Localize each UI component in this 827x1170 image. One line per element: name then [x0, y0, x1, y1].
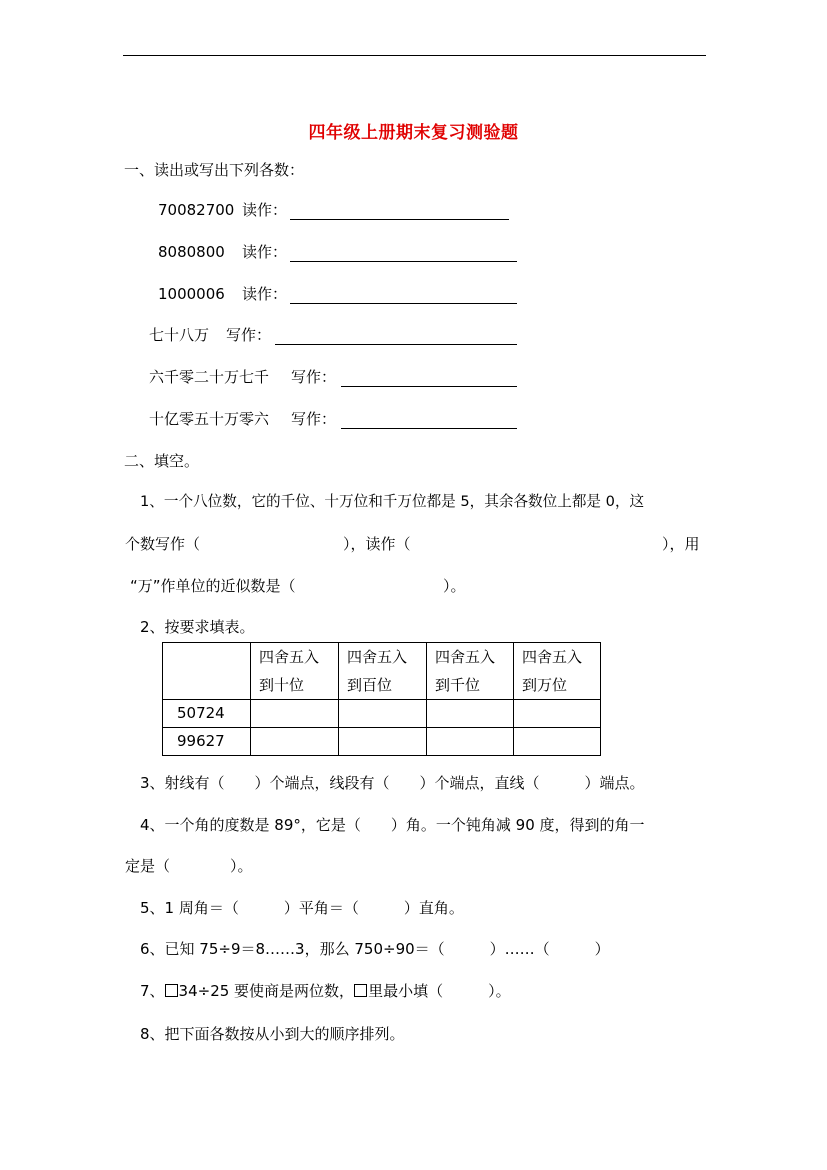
table-answer-cell[interactable] — [427, 728, 514, 756]
q1-line2-start: 个数写作（ — [125, 535, 201, 553]
item-label: 读作： — [242, 201, 288, 219]
table-header-cell — [163, 643, 251, 700]
item-label: 写作： — [226, 326, 272, 344]
answer-blank[interactable] — [341, 428, 517, 429]
q1-line2-end: ），用 — [662, 535, 700, 553]
rounding-table — [162, 642, 601, 756]
item-label: 写作： — [291, 368, 337, 386]
table-answer-cell[interactable] — [251, 700, 339, 728]
item-label: 读作： — [242, 243, 288, 261]
q1-line3-end: ）。 — [443, 577, 466, 595]
q4-line1: 4、一个角的度数是 89°，它是（ ）角。一个钝角减 90 度，得到的角一 — [140, 816, 645, 834]
answer-blank[interactable] — [290, 219, 509, 220]
q8-text: 8、把下面各数按从小到大的顺序排列。 — [140, 1025, 405, 1043]
header-rule — [123, 55, 706, 56]
section2-heading: 二、填空。 — [124, 452, 200, 470]
item-label: 写作： — [291, 410, 337, 428]
item-number: 十亿零五十万零六 — [149, 410, 270, 428]
table-answer-cell[interactable] — [427, 700, 514, 728]
answer-blank[interactable] — [290, 303, 517, 304]
q5-text: 5、1 周角＝（ ）平角＝（ ）直角。 — [140, 899, 464, 917]
item-number: 六千零二十万七千 — [149, 368, 270, 386]
empty-box-icon — [165, 984, 178, 997]
item-number: 七十八万 — [149, 326, 210, 344]
answer-blank[interactable] — [275, 344, 517, 345]
table-answer-cell[interactable] — [251, 728, 339, 756]
empty-box-icon — [354, 984, 367, 997]
table-header-cell: 四舍五入 到十位 — [251, 643, 339, 700]
answer-blank[interactable] — [341, 386, 517, 387]
table-answer-cell[interactable] — [339, 700, 427, 728]
table-row-label: 99627 — [163, 728, 251, 756]
q1-line2-mid: ），读作（ — [343, 535, 411, 553]
table-answer-cell[interactable] — [514, 728, 601, 756]
q7-part1: 34÷25 要使商是两位数， — [178, 982, 355, 1000]
table-header-cell: 四舍五入 到万位 — [514, 643, 601, 700]
item-number: 8080800 — [158, 243, 225, 261]
q1-line3-start: “万”作单位的近似数是（ — [130, 577, 296, 595]
table-answer-cell[interactable] — [339, 728, 427, 756]
q1-line1: 1、一个八位数，它的千位、十万位和千万位都是 5，其余各数位上都是 0，这 — [140, 493, 645, 510]
q7-part2: 里最小填（ ）。 — [368, 982, 511, 1000]
item-label: 读作： — [242, 285, 288, 303]
table-header-cell: 四舍五入 到千位 — [427, 643, 514, 700]
q7-text — [140, 981, 511, 1001]
section1-heading: 一、读出或写出下列各数： — [124, 161, 305, 179]
answer-blank[interactable] — [290, 261, 517, 262]
item-number: 70082700 — [158, 201, 235, 219]
item-number: 1000006 — [158, 285, 225, 303]
table-row — [163, 700, 601, 728]
q7-prefix: 7、 — [140, 982, 165, 1000]
table-header-cell: 四舍五入 到百位 — [339, 643, 427, 700]
q2-text: 2、按要求填表。 — [140, 618, 255, 636]
q3-text: 3、射线有（ ）个端点，线段有（ ）个端点，直线（ ）端点。 — [140, 774, 645, 792]
table-row — [163, 728, 601, 756]
table-row-label: 50724 — [163, 700, 251, 728]
q4-line2: 定是（ ）。 — [125, 857, 253, 875]
table-header-row — [163, 643, 601, 700]
table-answer-cell[interactable] — [514, 700, 601, 728]
q6-text: 6、已知 75÷9＝8……3，那么 750÷90＝（ ）……（ ） — [140, 940, 610, 958]
document-title: 四年级上册期末复习测验题 — [308, 123, 519, 143]
